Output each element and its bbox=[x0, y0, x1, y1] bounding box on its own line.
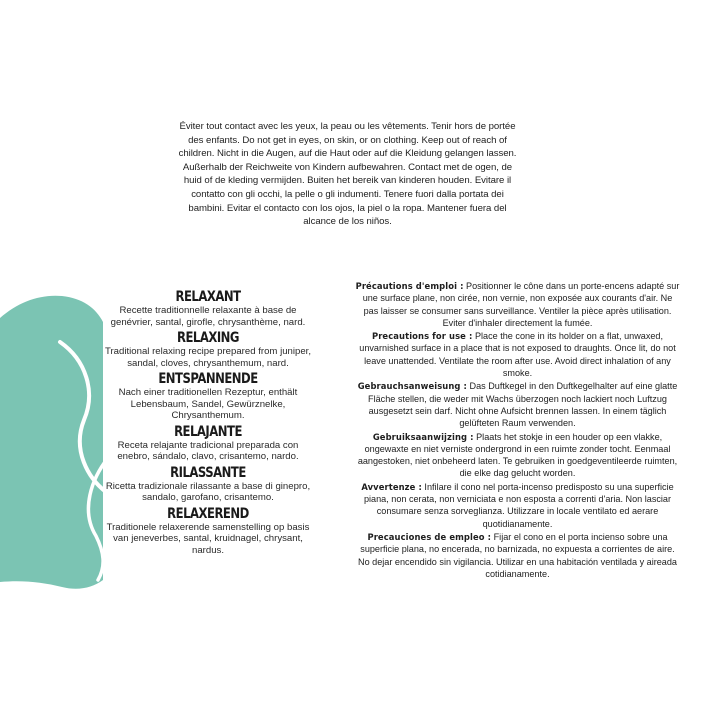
precaution-it bbox=[355, 481, 680, 530]
scent-block-en bbox=[103, 330, 313, 369]
teal-shape-inner-line bbox=[60, 342, 106, 492]
precaution-label: Gebruiksaanwijzing : bbox=[372, 431, 474, 442]
precaution-text: Fijar el cono en el porta incienso sobre una superficie plana, no encerada, no barnizada, no expuesta a corrientes de aire. No dejar encendido sin vigilancia. Utilizar en una habitación ventilada y aireada cotidianamente. bbox=[358, 531, 677, 579]
safety-warning: Éviter tout contact avec les yeux, la peau ou les vêtements. Tenir hors de portée des enfants. Do not get in eyes, on skin, or on clothing. Keep out of reach of children. Nicht in die Augen, auf die Haut oder auf die Kleidung gelangen lassen. Außerhalb der Reichweite von Kindern aufbewahren. Contact met de ogen, de huid of de kleding vermijden. Buiten het bereik van kinderen houden. Evitare il contatto con gli occhi, la pelle o gli indumenti. Tenere fuori dalla portata dei bambini. Evitar el contacto con los ojos, la piel o la ropa. Mantener fuera del alcance de los niños. bbox=[178, 121, 517, 228]
scent-block-it bbox=[103, 465, 313, 504]
precaution-es bbox=[355, 531, 680, 580]
precautions-section bbox=[355, 280, 680, 581]
scent-title: RELAXING bbox=[177, 330, 239, 346]
scent-description: Ricetta tradizionale rilassante a base di ginepro, sandalo, garofano, crisantemo. bbox=[105, 480, 311, 503]
scent-block-es bbox=[103, 424, 313, 463]
teal-shape-fill bbox=[0, 296, 103, 589]
scent-title: RELAXANT bbox=[175, 289, 241, 305]
precaution-de bbox=[355, 380, 680, 429]
scent-title: ENTSPANNENDE bbox=[158, 371, 258, 387]
scent-block-fr bbox=[103, 289, 313, 328]
scent-description: Recette traditionnelle relaxante à base de genévrier, santal, girofle, chrysanthème, nard. bbox=[110, 305, 306, 328]
scent-block-de bbox=[103, 371, 313, 422]
precaution-nl bbox=[355, 431, 680, 480]
scent-title: RELAXEREND bbox=[167, 505, 249, 522]
precaution-fr bbox=[355, 280, 680, 329]
scent-description: Receta relajante tradicional preparada con enebro, sándalo, clavo, crisantemo, nardo. bbox=[117, 439, 299, 462]
scent-title: RELAJANTE bbox=[174, 423, 242, 440]
scent-title: RILASSANTE bbox=[170, 464, 246, 481]
precaution-text: Positionner le cône dans un porte-encens adapté sur une surface plane, non cirée, non vernie, non exposée aux courants d'air. Ne pas laisser se consumer sans surveillance. Ventiler la pièce après utilisation. Eviter d'inhaler directement la fumée. bbox=[362, 281, 680, 328]
precaution-label: Précautions d'emploi : bbox=[355, 281, 464, 291]
precaution-label: Avvertenze : bbox=[361, 481, 422, 492]
precaution-text: Plaats het stokje in een houder op een vlakke, ongewaxte en niet verniste ondergrond in een ruimte zonder tocht. Eenmaal aangestoken, niet onbeheerd laten. Te gebruiken in goedgeventileerde ruimten, die elke dag gelucht worden. bbox=[357, 431, 678, 479]
precaution-text: Das Duftkegel in den Duftkegelhalter auf eine glatte Fläche stellen, die weder mit Wachs überzogen noch lackiert noch Luftzug ausgesetzt sein darf. Nicht ohne Aufsicht brennen lassen. In einem täglich gelüfteten Raum verwenden. bbox=[368, 381, 678, 429]
precaution-label: Precautions for use : bbox=[371, 331, 473, 342]
precaution-text: Place the cone in its holder on a flat, unwaxed, unvarnished surface in a place that is not exposed to draughts. Once lit, do not leave unattended. Ventilate the room after use. Avoid direct inhalation of any smoke. bbox=[359, 331, 676, 379]
scent-description: Traditionele relaxerende samenstelling op basis van jeneverbes, santal, kruidnagel, chrysant, nardus. bbox=[106, 521, 310, 556]
precaution-label: Gebrauchsanweisung : bbox=[357, 381, 467, 392]
scent-description: Traditional relaxing recipe prepared from juniper, sandal, cloves, chrysanthemum, nard. bbox=[104, 346, 312, 369]
scent-description: Nach einer traditionellen Rezeptur, enthält Lebensbaum, Sandel, Gewürznelke, Chrysanthemum. bbox=[118, 387, 298, 421]
precaution-label: Precauciones de empleo : bbox=[367, 531, 492, 542]
precaution-en bbox=[355, 330, 680, 379]
scent-block-nl bbox=[103, 506, 313, 557]
scent-descriptions bbox=[103, 289, 313, 558]
precaution-text: Infilare il cono nel porta-incenso predisposto su una superficie piana, non cerata, non verniciata e non esposta a correnti d'aria. Non lasciar consumare senza sorveglianza. Utilizzare in locale ventilato ed aerare quotidianamente. bbox=[363, 481, 674, 529]
